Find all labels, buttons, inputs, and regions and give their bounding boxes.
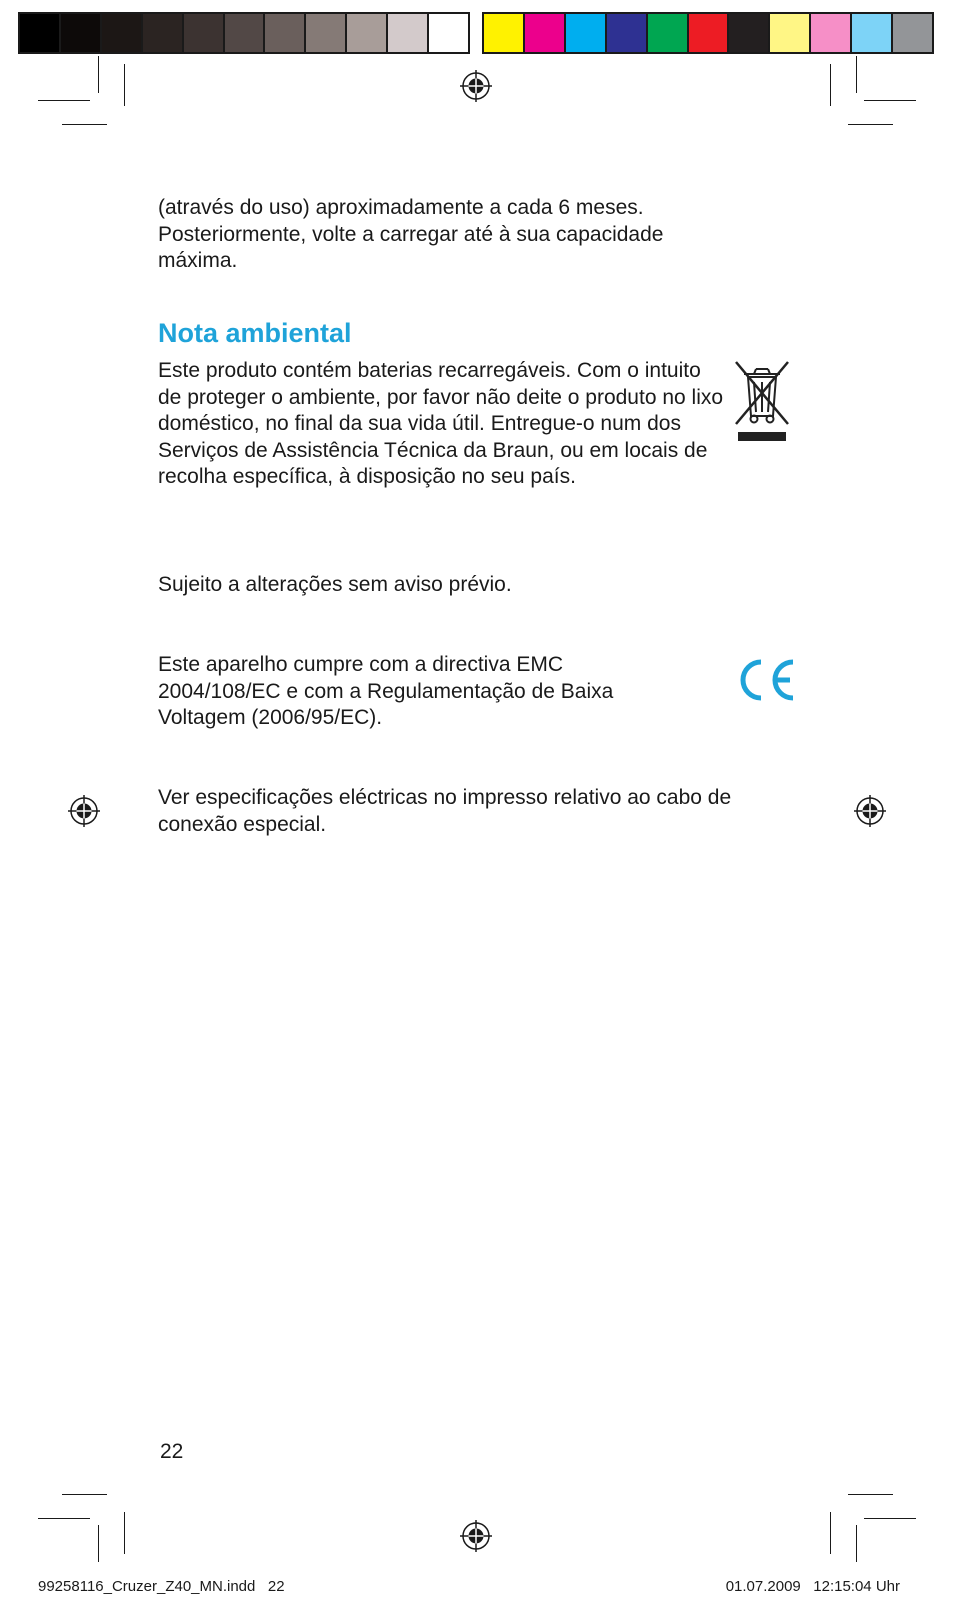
registration-mark-icon: [460, 1520, 492, 1552]
crop-mark: [848, 1494, 893, 1495]
crop-mark: [830, 1512, 831, 1554]
subject-to-change-note: Sujeito a alterações sem aviso prévio.: [158, 573, 512, 596]
electrical-specs-note: Ver especificações eléctricas no impresso relativo ao cabo de conexão especial.: [158, 786, 732, 836]
color-swatch: [566, 14, 607, 52]
crop-mark: [98, 56, 99, 93]
crop-mark: [98, 1525, 99, 1562]
color-swatch: [852, 14, 893, 52]
color-swatch: [484, 14, 525, 52]
color-swatch: [525, 14, 566, 52]
crop-mark: [124, 1512, 125, 1554]
color-swatch: [729, 14, 770, 52]
color-swatch: [102, 14, 143, 52]
crop-mark: [38, 100, 90, 101]
color-swatch: [143, 14, 184, 52]
crop-mark: [62, 124, 107, 125]
intro-paragraph: (através do uso) aproximadamente a cada 6 meses. Posteriormente, volte a carregar até à sua capacidade máxima.: [158, 196, 664, 272]
registration-mark-icon: [460, 70, 492, 102]
registration-mark-icon: [854, 795, 886, 827]
compliance-paragraph: Este aparelho cumpre com a directiva EMC 2004/108/EC e com a Regulamentação de Baixa Voltagem (2006/95/EC).: [158, 653, 614, 729]
color-swatch: [265, 14, 306, 52]
crop-mark: [124, 64, 125, 106]
page-number: 22: [160, 1440, 184, 1463]
file-name-slug: 99258116_Cruzer_Z40_MN.indd 22: [38, 1578, 285, 1595]
color-swatch: [811, 14, 852, 52]
color-swatch: [347, 14, 388, 52]
crossed-out-wheelie-bin-icon: [734, 360, 790, 442]
crop-mark: [864, 100, 916, 101]
color-swatch: [893, 14, 932, 52]
color-swatch: [61, 14, 102, 52]
color-swatch: [388, 14, 429, 52]
crop-mark: [62, 1494, 107, 1495]
color-swatch: [607, 14, 648, 52]
crop-mark: [864, 1518, 916, 1519]
crop-mark: [38, 1518, 90, 1519]
timestamp-slug: 01.07.2009 12:15:04 Uhr: [725, 1578, 900, 1595]
color-swatch: [225, 14, 266, 52]
color-swatch: [648, 14, 689, 52]
crop-mark: [848, 124, 893, 125]
registration-mark-icon: [68, 795, 100, 827]
section-heading: Nota ambiental: [158, 318, 352, 348]
crop-mark: [856, 56, 857, 93]
color-swatch: [770, 14, 811, 52]
grayscale-control-strip: [18, 12, 470, 54]
crop-mark: [856, 1525, 857, 1562]
color-swatch: [306, 14, 347, 52]
ce-mark-icon: [735, 656, 797, 704]
crop-mark: [830, 64, 831, 106]
color-swatch: [689, 14, 730, 52]
color-control-strip: [482, 12, 934, 54]
color-swatch: [184, 14, 225, 52]
color-swatch: [20, 14, 61, 52]
color-swatch: [429, 14, 468, 52]
environment-paragraph: Este produto contém baterias recarregáveis. Com o intuito de proteger o ambiente, por favor não deite o produto no lixo doméstico, no final da sua vida útil. Entregue-o num dos Serviços de Assistência Técnica da Braun, ou em locais de recolha específica, à disposição no seu país.: [158, 359, 724, 488]
